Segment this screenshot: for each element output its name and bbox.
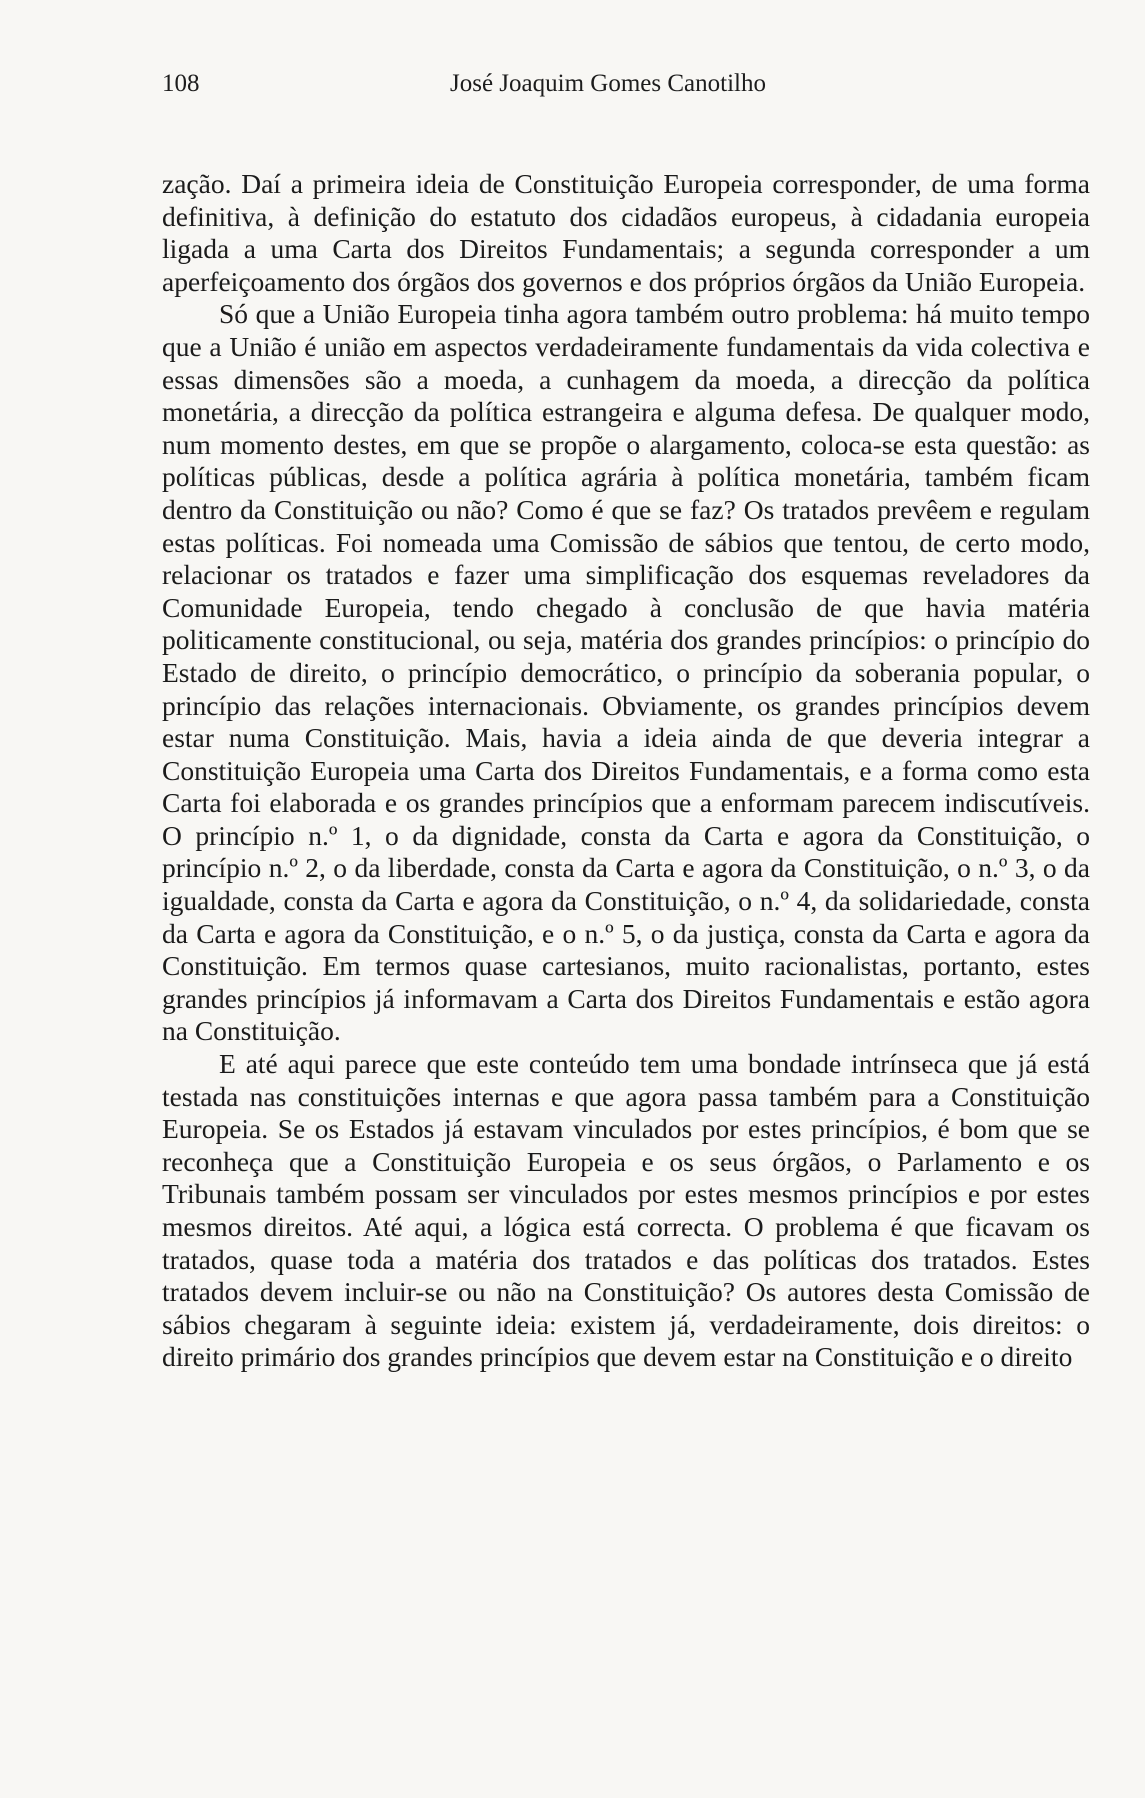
page-number: 108	[162, 70, 200, 97]
header-author: José Joaquim Gomes Canotilho	[450, 70, 766, 97]
paragraph-2: Só que a União Europeia tinha agora também outro problema: há muito tempo que a União é união em aspectos verdadeiramente fundamentais da vida colectiva e essas dimensões são a moeda, a cunhagem da moeda, a direcção da política monetária, a direcção da política estrangeira e alguma defesa. De qualquer modo, num momento destes, em que se propõe o alargamento, coloca-se esta questão: as políticas públicas, desde a política agrária à política monetária, também ficam dentro da Constituição ou não? Como é que se faz? Os tratados prevêem e regulam estas políticas. Foi nomeada uma Comissão de sábios que tentou, de certo modo, relacionar os tratados e fazer uma simplificação dos esquemas reveladores da Comunidade Europeia, tendo chegado à conclusão de que havia matéria politicamente constitucional, ou seja, matéria dos grandes princípios: o princípio do Estado de direito, o princípio democrático, o princípio da soberania popular, o princípio das relações internacionais. Obviamente, os grandes princípios devem estar numa Constituição. Mais, havia a ideia ainda de que deveria integrar a Constituição Europeia uma Carta dos Direitos Fundamentais, e a forma como esta Carta foi elaborada e os grandes princípios que a enformam parecem indiscutíveis. O princípio n.º 1, o da dignidade, consta da Carta e agora da Constituição, o princípio n.º 2, o da liberdade, consta da Carta e agora da Constituição, o n.º 3, o da igualdade, consta da Carta e agora da Constituição, o n.º 4, da solidariedade, consta da Carta e agora da Constituição, e o n.º 5, o da justiça, consta da Carta e agora da Constituição. Em termos quase cartesianos, muito racionalistas, portanto, estes grandes princípios já informavam a Carta dos Direitos Fundamentais e estão agora na Constituição.	[162, 298, 1090, 1047]
running-header	[162, 70, 1092, 110]
paragraph-1: zação. Daí a primeira ideia de Constituição Europeia corresponder, de uma forma definitiva, à definição do estatuto dos cidadãos europeus, à cidadania europeia ligada a uma Carta dos Direitos Fundamentais; a segunda corresponder a um aperfeiçoamento dos órgãos dos governos e dos próprios órgãos da União Europeia.	[162, 168, 1090, 297]
paragraph-3: E até aqui parece que este conteúdo tem uma bondade intrínseca que já está testada nas constituições internas e que agora passa também para a Constituição Europeia. Se os Estados já estavam vinculados por estes princípios, é bom que se reconheça que a Constituição Europeia e os seus órgãos, o Parlamento e os Tribunais também possam ser vinculados por estes mesmos princípios e por estes mesmos direitos. Até aqui, a lógica está correcta. O problema é que ficavam os tratados, quase toda a matéria dos tratados e das políticas dos tratados. Estes tratados devem incluir-se ou não na Constituição? Os autores desta Comissão de sábios chegaram à seguinte ideia: existem já, verdadeiramente, dois direitos: o direito primário dos grandes princípios que devem estar na Constituição e o direito	[162, 1048, 1090, 1373]
body-text	[162, 168, 1090, 1374]
